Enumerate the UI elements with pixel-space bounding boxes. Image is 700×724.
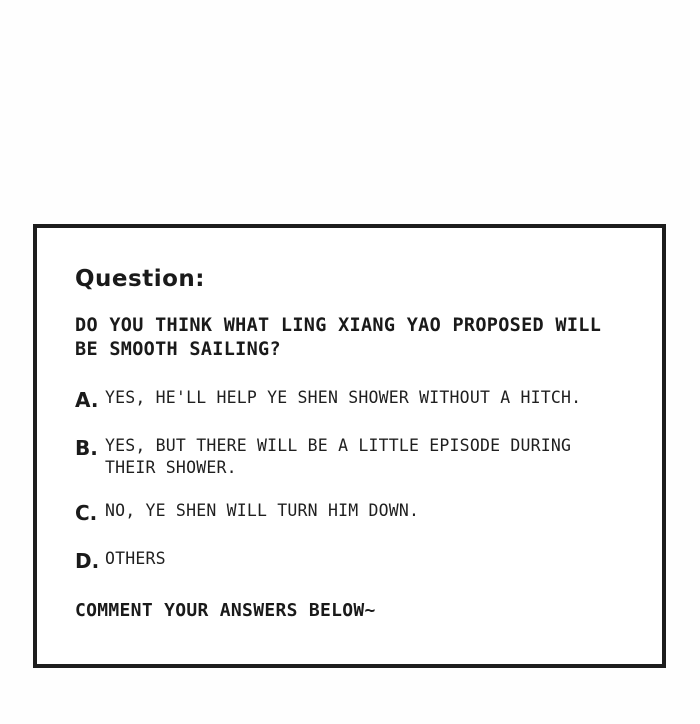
comment-call-to-action: COMMENT YOUR ANSWERS BELOW~ [75,600,376,622]
question-card-content [37,228,662,621]
answer-option-a-text: YES, HE'LL HELP YE SHEN SHOWER WITHOUT A HITCH. [105,388,582,408]
question-prompt: DO YOU THINK WHAT LING XIANG YAO PROPOSED WILL BE SMOOTH SAILING? [75,315,602,360]
answer-option-c-letter: C. [75,501,98,526]
answer-option-d-text: OTHERS [105,549,166,569]
answer-option-b-letter: B. [75,436,98,461]
answer-option-a-letter: A. [75,388,99,413]
answer-option-c [75,500,626,526]
answer-options-list [75,387,626,574]
answer-option-d-letter: D. [75,549,100,574]
answer-option-b [75,435,626,478]
question-card [33,224,666,668]
answer-option-b-text: YES, BUT THERE WILL BE A LITTLE EPISODE DURING THEIR SHOWER. [105,436,572,477]
answer-option-d [75,548,626,574]
answer-option-a [75,387,626,413]
answer-option-c-text: NO, YE SHEN WILL TURN HIM DOWN. [105,501,420,521]
question-heading: Question: [75,266,205,292]
